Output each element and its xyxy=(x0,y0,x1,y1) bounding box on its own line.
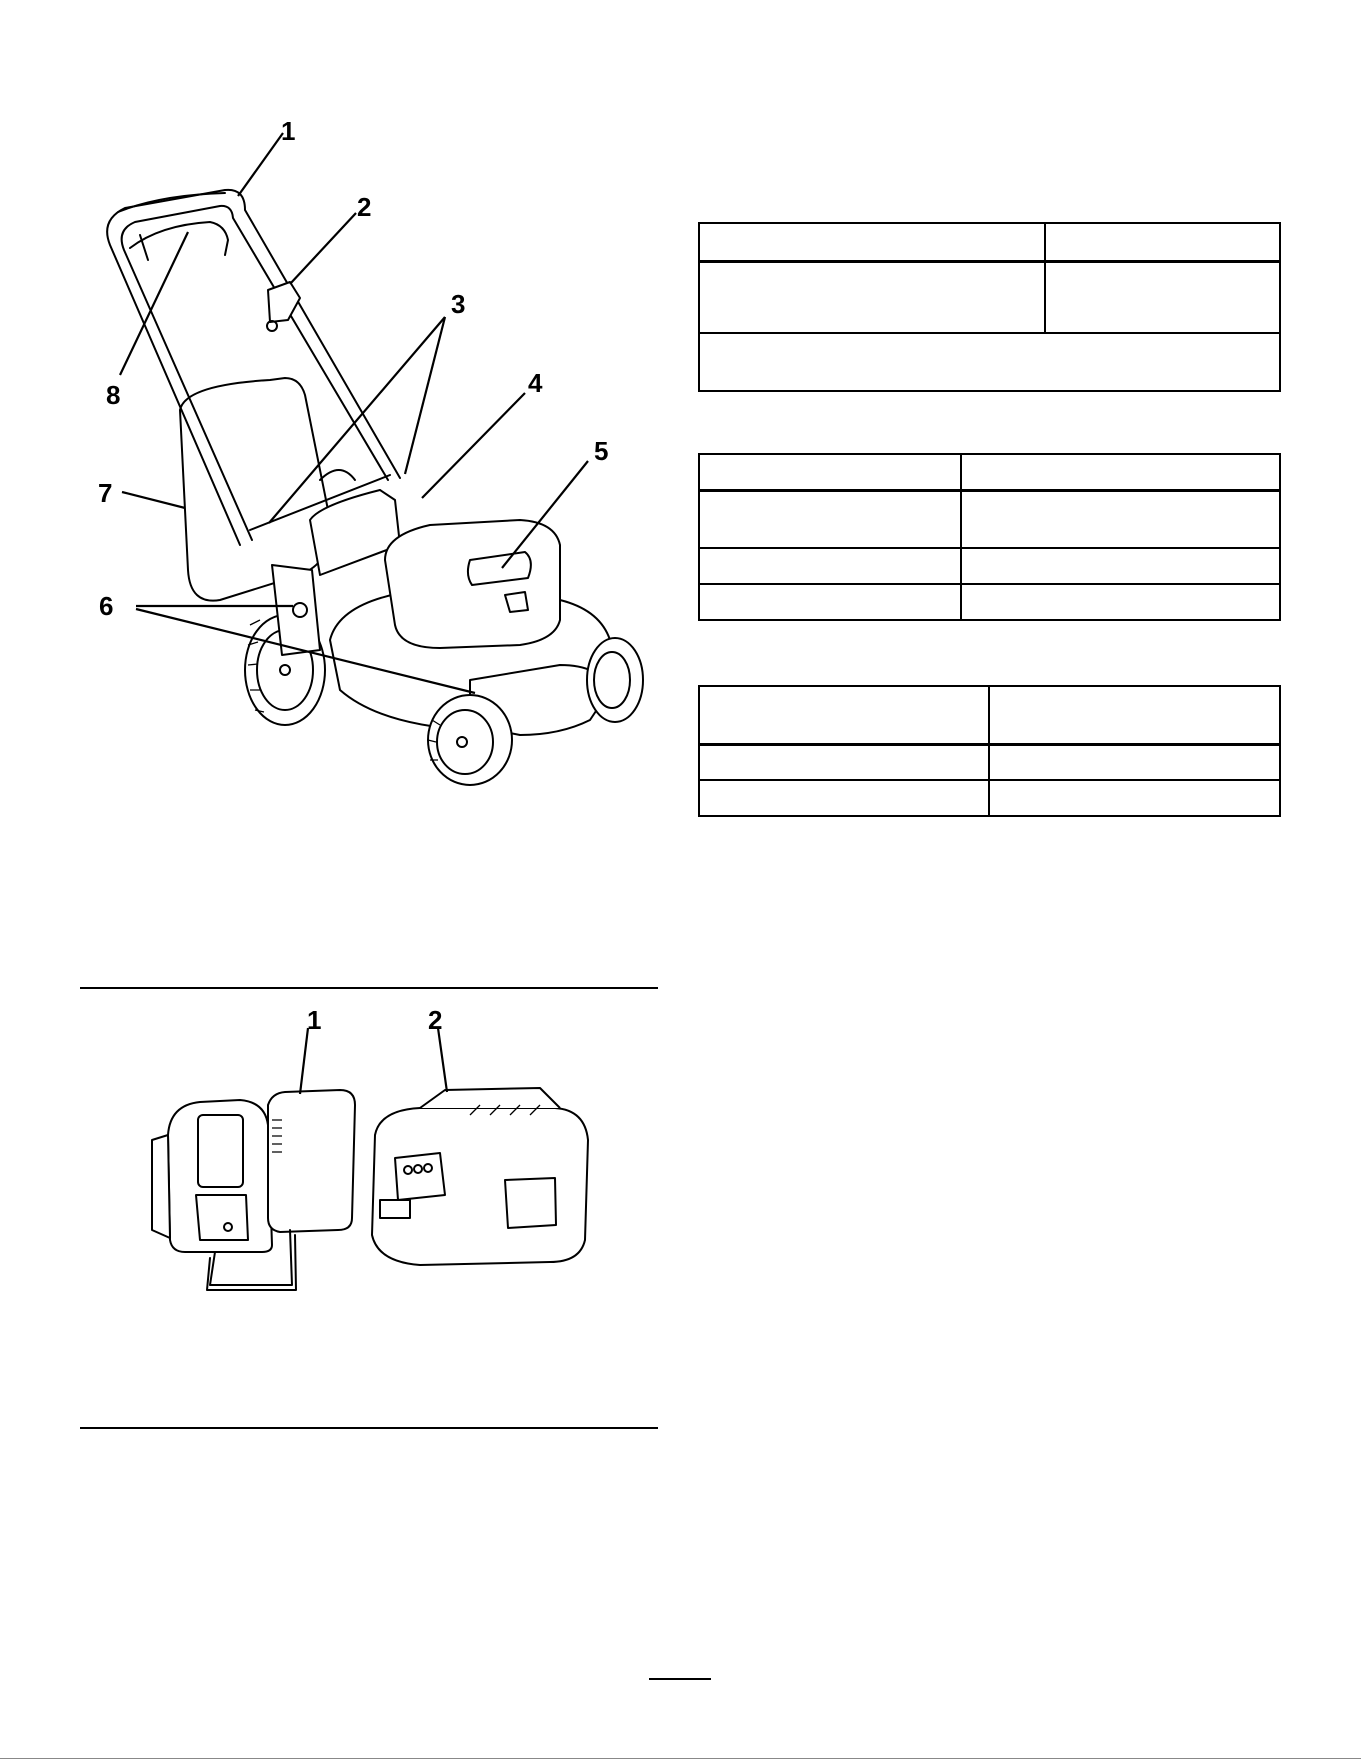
figure1-callout-5: 5 xyxy=(594,436,609,466)
figure1-callout-7: 7 xyxy=(98,478,113,508)
figure2-top-rule xyxy=(80,987,658,989)
footer-rule xyxy=(0,1758,1361,1759)
table-1 xyxy=(698,222,1281,392)
table-3-row xyxy=(699,744,1280,780)
figure2-callout-2: 2 xyxy=(428,1005,443,1035)
figure1-callout-1: 1 xyxy=(281,116,296,146)
battery-charger-icon xyxy=(0,990,680,1430)
table-3 xyxy=(698,685,1281,817)
page-number-rule xyxy=(649,1678,711,1680)
table-3-row xyxy=(699,686,1280,744)
table-2-row xyxy=(699,584,1280,620)
figure1-callout-6: 6 xyxy=(99,591,114,621)
figure-charger-battery xyxy=(0,990,680,1430)
figure2-bottom-rule xyxy=(80,1427,658,1429)
figure1-callout-2: 2 xyxy=(357,192,372,222)
lawn-mower-icon xyxy=(0,0,680,830)
figure1-callout-4: 4 xyxy=(528,368,543,398)
table-2-row xyxy=(699,490,1280,548)
table-1-row xyxy=(699,333,1280,391)
figure1-callout-8: 8 xyxy=(106,380,121,410)
table-2 xyxy=(698,453,1281,621)
figure-mower xyxy=(0,0,680,830)
figure2-callout-1: 1 xyxy=(307,1005,322,1035)
table-3-row xyxy=(699,780,1280,816)
table-2-row xyxy=(699,454,1280,490)
table-2-row xyxy=(699,548,1280,584)
table-1-row xyxy=(699,223,1280,261)
figure1-callout-3: 3 xyxy=(451,289,466,319)
table-1-row xyxy=(699,261,1280,333)
